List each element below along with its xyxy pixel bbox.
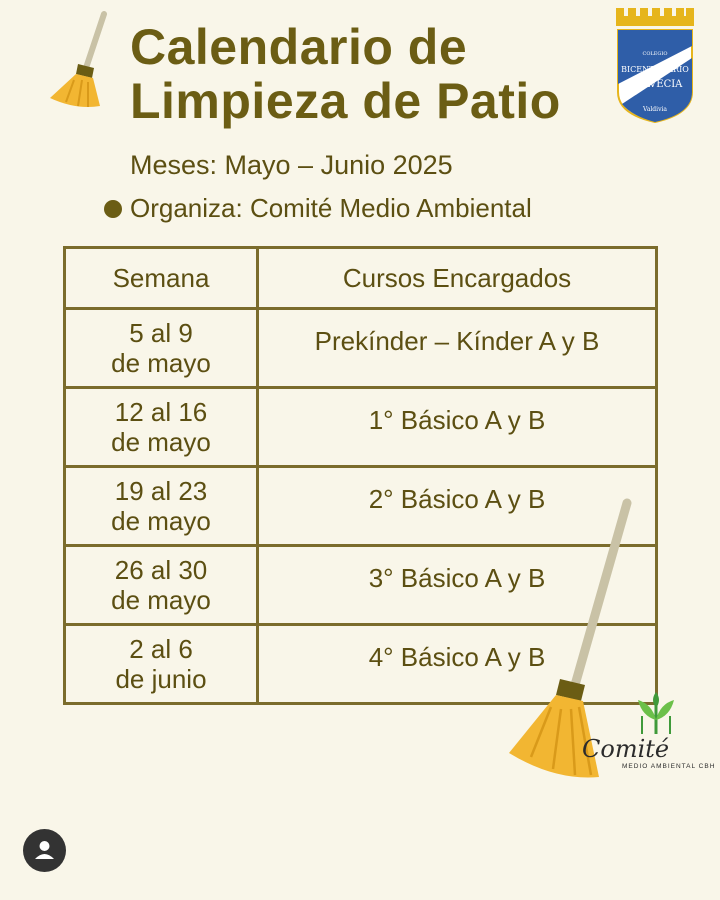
subtitle: Meses: Mayo – Junio 2025 [130,150,453,180]
week-month: de junio [115,664,207,694]
organizer-line [104,193,532,224]
column-header-courses: Cursos Encargados [258,248,657,309]
table-header-row [65,248,657,309]
comite-logo-name: Comité [582,735,670,763]
comite-logo-subtitle: MEDIO AMBIENTAL CBH [622,763,716,770]
course-cell [258,309,657,388]
title-line-2: Limpieza de Patio [130,73,561,129]
crest-text-3: HELVECIA [627,79,683,90]
page-title [130,20,561,128]
table-row [65,309,657,388]
comite-logo [578,690,688,740]
crest-text-1: COLEGIO [642,51,668,57]
crest-text-4: Valdivia [643,106,667,113]
person-icon [23,829,66,872]
school-crest-logo [614,6,696,124]
crest-text-2: BICENTENARIO [621,65,689,74]
week-range: 26 al 30 [114,555,208,585]
week-month: de mayo [111,506,211,536]
bullet-icon [104,200,122,218]
course-label: 2° Básico A y B [368,484,546,514]
week-month: de mayo [111,585,211,615]
week-cell [65,467,258,546]
course-cell [258,388,657,467]
organizer-text: Organiza: Comité Medio Ambiental [130,193,532,223]
week-cell [65,625,258,704]
title-line-1: Calendario de [130,19,468,75]
week-range: 2 al 6 [129,634,193,664]
course-label: 4° Básico A y B [368,642,546,672]
week-range: 5 al 9 [129,318,193,348]
table-row [65,388,657,467]
course-label: 1° Básico A y B [368,405,546,435]
week-month: de mayo [111,348,211,378]
broom-icon [46,10,116,120]
course-label: Prekínder – Kínder A y B [314,326,600,356]
week-cell [65,388,258,467]
week-cell [65,546,258,625]
column-header-week: Semana [65,248,258,309]
week-month: de mayo [111,427,211,457]
week-cell [65,309,258,388]
week-range: 12 al 16 [114,397,208,427]
course-label: 3° Básico A y B [368,563,546,593]
week-range: 19 al 23 [114,476,208,506]
profile-avatar-icon[interactable] [23,829,66,872]
